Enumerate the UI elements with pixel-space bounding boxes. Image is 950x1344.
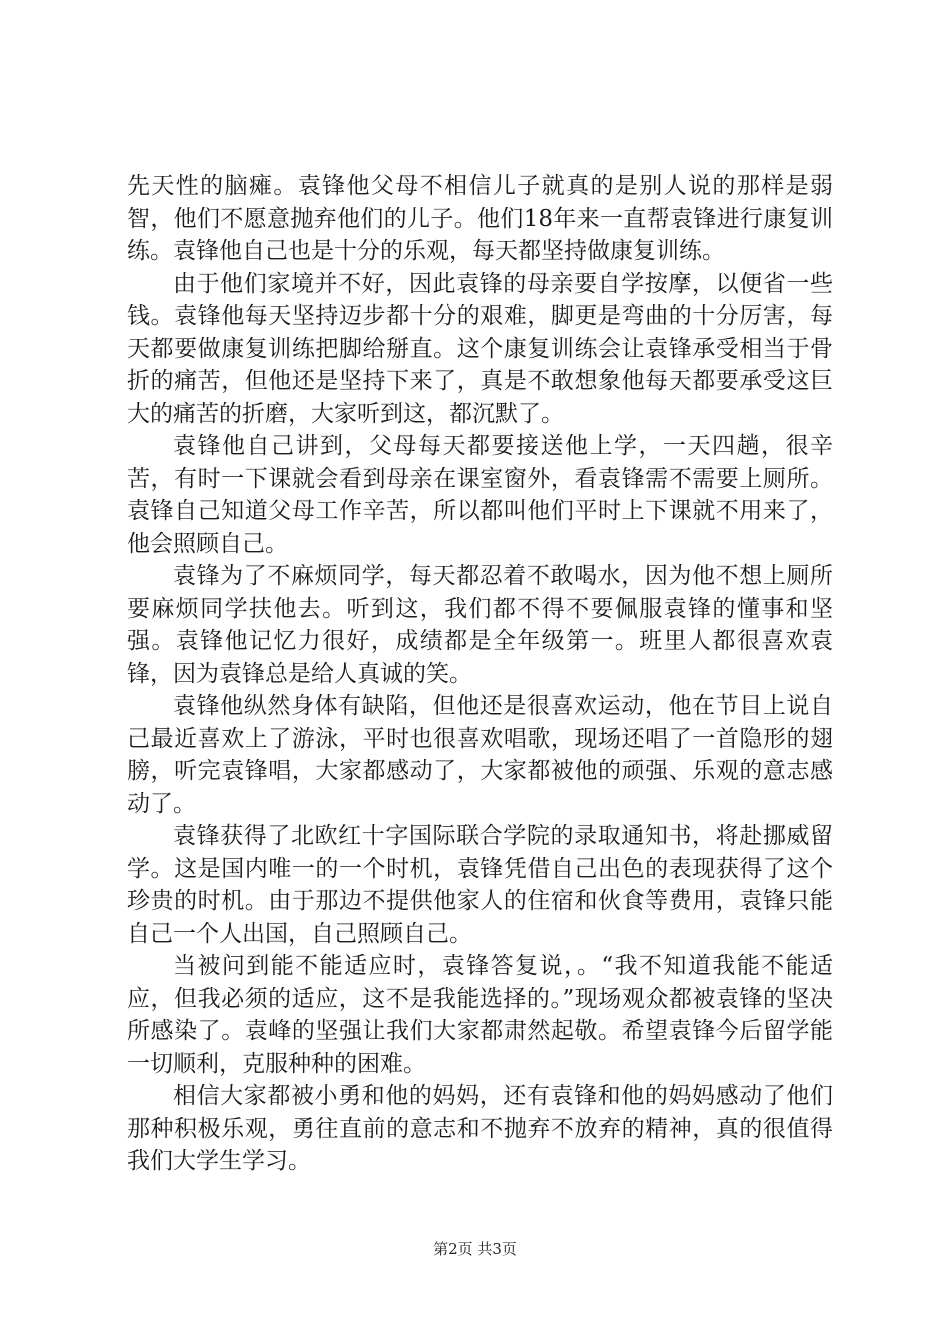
paragraph-3: 袁锋他自己讲到，父母每天都要接送他上学，一天四趟，很辛苦，有时一下课就会看到母亲在课室窗外，看袁锋需不需要上厕所。袁锋自己知道父母工作辛苦，所以都叫他们平时上下课就不用来了，他会照顾自己。 [127, 433, 833, 557]
paragraph-1: 先天性的脑瘫。袁锋他父母不相信儿子就真的是别人说的那样是弱智，他们不愿意抛弃他们的儿子。他们18年来一直帮袁锋进行康复训练。袁锋他自己也是十分的乐观，每天都坚持做康复训练。 [127, 173, 833, 264]
paragraph-7: 当被问到能不能适应时，袁锋答复说，。“我不知道我能不能适应，但我必须的适应，这不是我能选择的。”现场观众都被袁锋的坚决所感染了。袁峰的坚强让我们大家都肃然起敬。希望袁锋今后留学能一切顺利，克服种种的困难。 [127, 953, 833, 1077]
paragraph-6: 袁锋获得了北欧红十字国际联合学院的录取通知书，将赴挪威留学。这是国内唯一的一个时机，袁锋凭借自己出色的表现获得了这个珍贵的时机。由于那边不提供他家人的住宿和伙食等费用，袁锋只能自己一个人出国，自己照顾自己。 [127, 823, 833, 947]
paragraph-8: 相信大家都被小勇和他的妈妈，还有袁锋和他的妈妈感动了他们那种积极乐观，勇往直前的意志和不抛弃不放弃的精神，真的很值得我们大学生学习。 [127, 1083, 833, 1174]
document-body [127, 170, 833, 1178]
paragraph-2: 由于他们家境并不好，因此袁锋的母亲要自学按摩，以便省一些钱。袁锋他每天坚持迈步都十分的艰难，脚更是弯曲的十分厉害，每天都要做康复训练把脚给掰直。这个康复训练会让袁锋承受相当于骨折的痛苦，但他还是坚持下来了，真是不敢想象他每天都要承受这巨大的痛苦的折磨，大家听到这，都沉默了。 [127, 270, 833, 427]
paragraph-4: 袁锋为了不麻烦同学，每天都忍着不敢喝水，因为他不想上厕所要麻烦同学扶他去。听到这，我们都不得不要佩服袁锋的懂事和坚强。袁锋他记忆力很好，成绩都是全年级第一。班里人都很喜欢袁锋，因为袁锋总是给人真诚的笑。 [127, 563, 833, 687]
page-number-footer: 第2页 共3页 [433, 1240, 517, 1258]
paragraph-5: 袁锋他纵然身体有缺陷，但他还是很喜欢运动，他在节目上说自己最近喜欢上了游泳，平时也很喜欢唱歌，现场还唱了一首隐形的翅膀，听完袁锋唱，大家都感动了，大家都被他的顽强、乐观的意志感动了。 [127, 693, 833, 817]
